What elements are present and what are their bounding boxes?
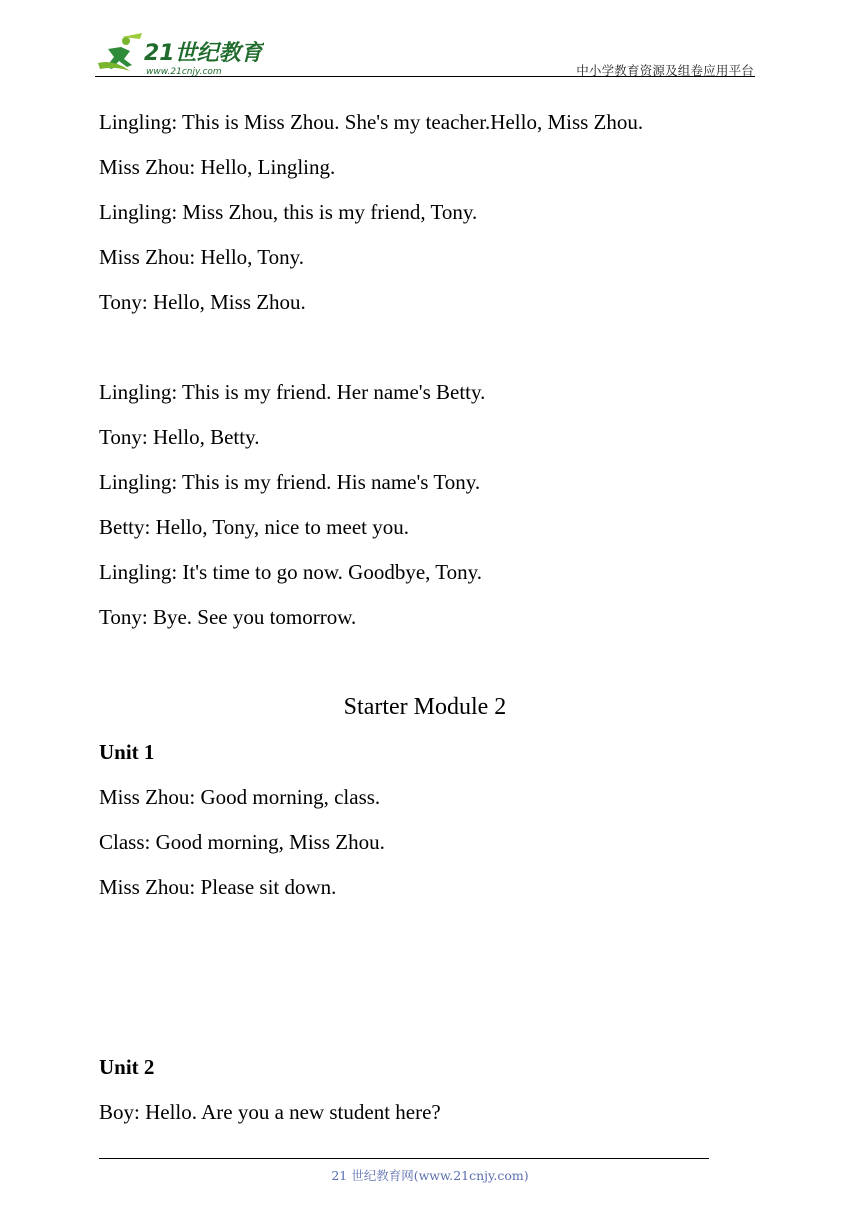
dialogue-line: Betty: Hello, Tony, nice to meet you.	[99, 515, 409, 539]
dialogue-line: Class: Good morning, Miss Zhou.	[99, 830, 385, 854]
logo-wordmark: 21世纪教育	[144, 41, 263, 66]
header-divider	[95, 76, 755, 77]
dialogue-line: Tony: Hello, Betty.	[99, 425, 260, 449]
logo-url: www.21cnjy.com	[146, 67, 222, 77]
document-body	[99, 106, 759, 1141]
footer-divider	[99, 1158, 709, 1159]
dialogue-line: Tony: Bye. See you tomorrow.	[99, 605, 357, 629]
dialogue-line: Miss Zhou: Hello, Tony.	[99, 245, 305, 269]
dialogue-line: Miss Zhou: Good morning, class.	[99, 785, 381, 809]
dialogue-line: Tony: Hello, Miss Zhou.	[99, 290, 306, 314]
dialogue-line: Miss Zhou: Hello, Lingling.	[99, 155, 336, 179]
dialogue-line: Boy: Hello. Are you a new student here?	[99, 1100, 441, 1124]
runner-icon	[98, 33, 142, 71]
dialogue-line: Miss Zhou: Please sit down.	[99, 875, 337, 899]
blank-line	[99, 646, 759, 691]
site-logo	[94, 33, 264, 78]
blank-line	[99, 331, 759, 376]
unit-heading: Unit 1	[99, 740, 155, 764]
dialogue-line: Lingling: This is my friend. His name's Tony.	[99, 470, 481, 494]
dialogue-line: Lingling: This is Miss Zhou. She's my teacher.Hello, Miss Zhou.	[99, 110, 644, 134]
blank-line	[99, 961, 759, 1006]
dialogue-line: Lingling: This is my friend. Her name's Betty.	[99, 380, 486, 404]
footer-link-text[interactable]: 21 世纪教育网(www.21cnjy.com)	[331, 1168, 529, 1183]
blank-line	[99, 1006, 759, 1051]
dialogue-line: Lingling: Miss Zhou, this is my friend, Tony.	[99, 200, 478, 224]
dialogue-line: Lingling: It's time to go now. Goodbye, Tony.	[99, 560, 483, 584]
blank-line	[99, 916, 759, 961]
unit-heading: Unit 2	[99, 1055, 155, 1079]
page-header	[0, 0, 860, 80]
module-title: Starter Module 2	[343, 694, 507, 720]
header-platform-text: 中小学教育资源及组卷应用平台	[576, 63, 754, 78]
